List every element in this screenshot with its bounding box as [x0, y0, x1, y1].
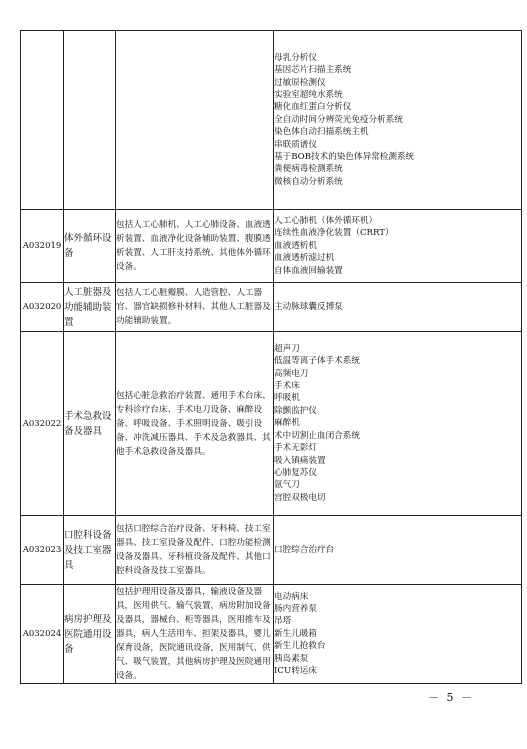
item-code-cell: A032020 — [21, 283, 64, 332]
item-code-cell: A032022 — [21, 332, 64, 516]
list-item: 微核自动分析系统 — [274, 176, 343, 187]
list-item: 手术床 — [274, 381, 300, 392]
table-row — [21, 516, 522, 585]
list-item: 串联质谱仪 — [274, 139, 317, 150]
item-name-cell — [64, 31, 116, 210]
list-item: 基因芯片扫描主系统 — [274, 65, 352, 76]
list-item: 人工心肺机（体外循环机） — [274, 215, 378, 226]
list-item: 呼吸机 — [274, 393, 300, 404]
item-code-cell: A032019 — [21, 210, 64, 283]
list-item: 吊塔 — [274, 616, 292, 627]
list-item: 基于BOB技术的染色体异常检测系统 — [274, 152, 415, 163]
list-item: 自体血液回输装置 — [274, 265, 343, 276]
item-code-cell — [21, 31, 64, 210]
list-item: 电动病床 — [274, 591, 309, 602]
list-item: 糖化血红蛋白分析仪 — [274, 102, 352, 113]
table-row — [21, 585, 522, 684]
list-item: 肠内营养泵 — [274, 603, 317, 614]
list-item: 实验室超纯水系统 — [274, 89, 343, 100]
list-item: ICU转运床 — [274, 666, 317, 677]
item-description-cell: 包括护理用设备及器具，输液设备及器具，医用供气、输气装置，病房附加设备及器具，器械台、柜等器具，医用推车及器具，病人生活用车、担架及器具，婴儿保育设备，医院通讯设备，医用制气、供气、吸气装置，其他病房护理及医院通用设备。 — [116, 585, 274, 684]
list-item: 超声刀 — [274, 343, 300, 354]
list-item: 口腔综合治疗台 — [274, 544, 335, 555]
list-item: 过敏原检测仪 — [274, 77, 326, 88]
table-row — [21, 31, 522, 210]
item-name-cell: 体外循环设备 — [64, 210, 116, 283]
item-description-cell: 包括口腔综合治疗设备、牙科椅、技工室器具、技工室设备及配件、口腔功能检测设备及器具、牙科植设备及配件、其他口腔科设备及技工室器具。 — [116, 516, 274, 585]
equipment-catalog-table — [20, 30, 522, 684]
list-item: 麻醉机 — [274, 418, 300, 429]
list-item: 高频电刀 — [274, 368, 309, 379]
list-item: 除颤监护仪 — [274, 405, 317, 416]
list-item: 粪便病毒检测系统 — [274, 164, 343, 175]
item-description-cell: 包括人工心肺机、人工心肺设备、血液透析装置、血液净化设备辅助装置、腹膜透析装置、人工肝支持系统、其他体外循环设备。 — [116, 210, 274, 283]
table-row — [21, 283, 522, 332]
item-list-cell — [274, 516, 522, 585]
list-item: 染色体自动扫描系统主机 — [274, 127, 369, 138]
list-item: 血液透析滤过机 — [274, 253, 335, 264]
list-item: 主动脉球囊反搏泵 — [274, 301, 343, 312]
list-item: 术中切割止血闭合系统 — [274, 430, 360, 441]
item-name-cell: 病房护理及医院通用设备 — [64, 585, 116, 684]
item-code-cell: A032024 — [21, 585, 64, 684]
item-description-cell — [116, 31, 274, 210]
list-item: 血液透析机 — [274, 240, 317, 251]
item-list-cell — [274, 332, 522, 516]
list-item: 吸入镇痛装置 — [274, 455, 326, 466]
item-list-cell — [274, 585, 522, 684]
item-name-cell: 人工脏器及功能辅助装置 — [64, 283, 116, 332]
item-list-cell — [274, 283, 522, 332]
item-code-cell: A032023 — [21, 516, 64, 585]
list-item: 连续性血液净化装置（CRRT） — [274, 228, 394, 239]
item-name-cell: 手术急救设备及器具 — [64, 332, 116, 516]
list-item: 胰岛素泵 — [274, 653, 309, 664]
list-item: 宫腔双极电切 — [274, 492, 326, 503]
item-name-cell: 口腔科设备及技工室器具 — [64, 516, 116, 585]
list-item: 心肺复苏仪 — [274, 467, 317, 478]
list-item: 全自动时间分辨荧光免疫分析系统 — [274, 114, 403, 125]
list-item: 新生儿抢救台 — [274, 641, 326, 652]
list-item: 手术无影灯 — [274, 443, 317, 454]
table-row — [21, 210, 522, 283]
list-item: 低温等离子体手术系统 — [274, 356, 360, 367]
list-item: 母乳分析仪 — [274, 52, 317, 63]
page-number: － 5 － — [428, 691, 474, 704]
item-list-cell — [274, 31, 522, 210]
item-list-cell — [274, 210, 522, 283]
item-description-cell: 包括人工心脏瓣膜、人造管腔、人工器官、器官缺损修补材料、其他人工脏器及功能辅助装置。 — [116, 283, 274, 332]
item-description-cell: 包括心脏急救治疗装置、通用手术台床、专科诊疗台床、手术电刀设备、麻醉设备、呼吸设备、手术照明设备、吸引设备、冲洗减压器具、手术及急救器具、其他手术急救设备及器具。 — [116, 332, 274, 516]
list-item: 新生儿暖箱 — [274, 628, 317, 639]
list-item: 氩气刀 — [274, 480, 300, 491]
table-row — [21, 332, 522, 516]
